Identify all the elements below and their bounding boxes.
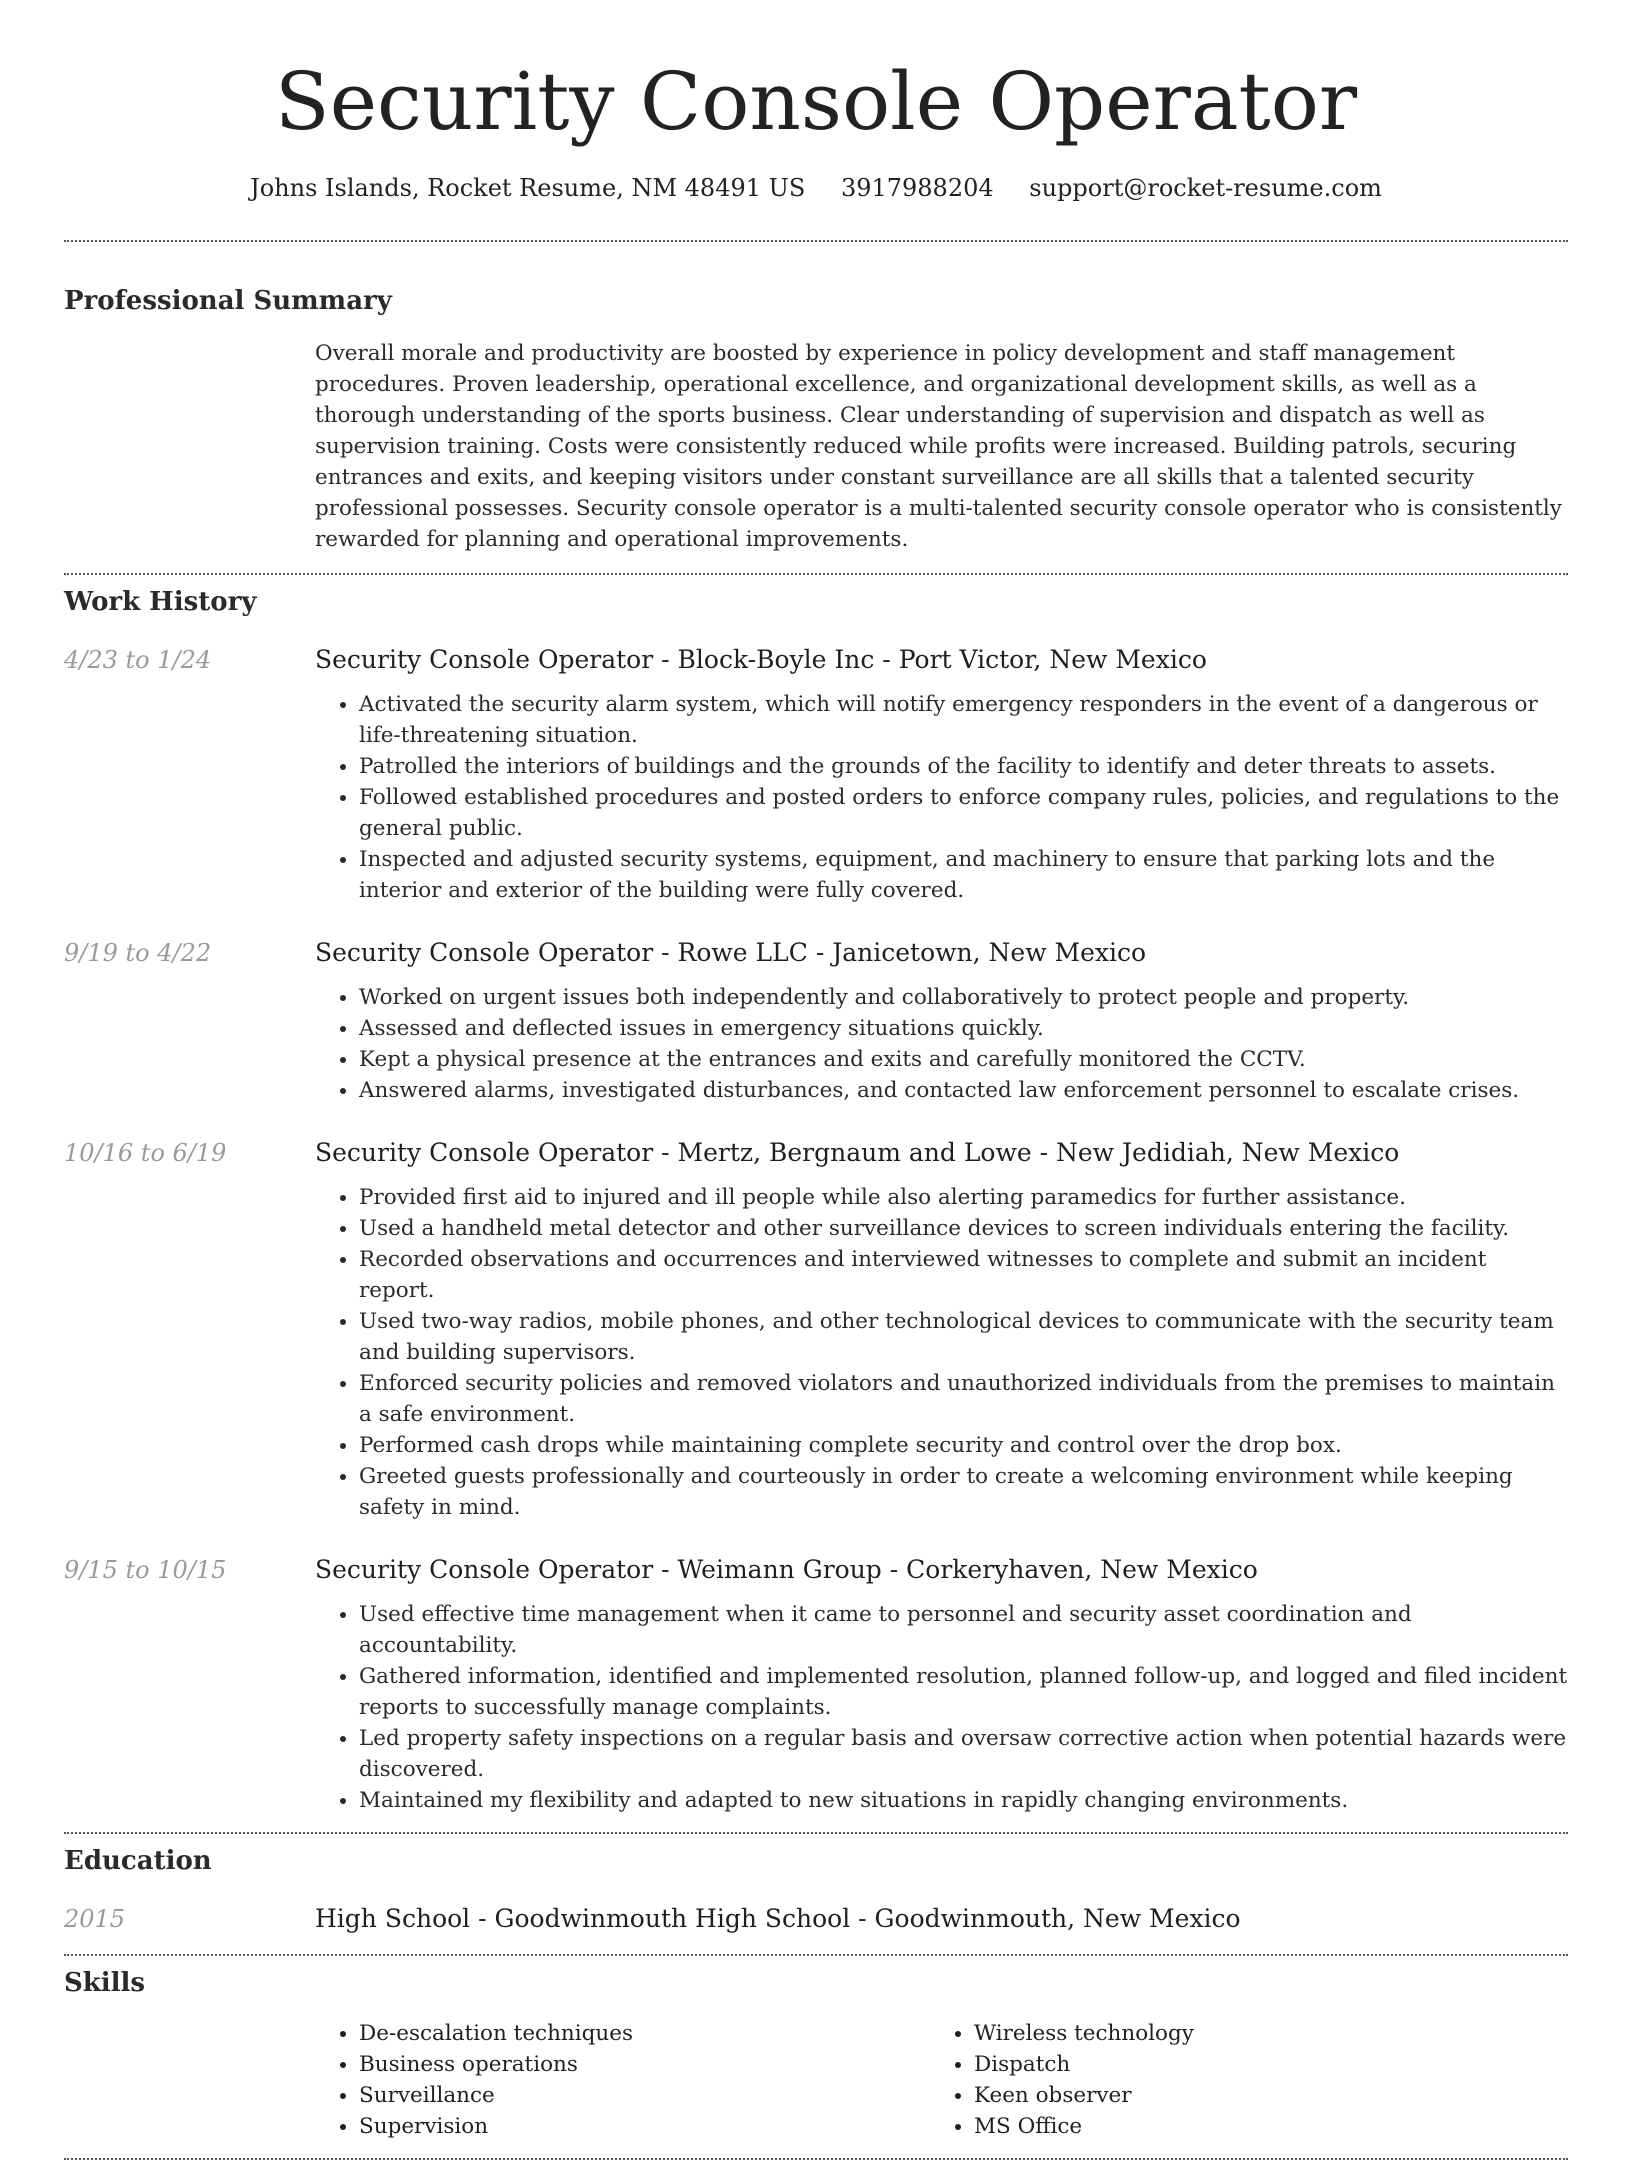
contact-email: support@rocket-resume.com [1029,174,1382,202]
summary-text: Overall morale and productivity are boosted by experience in policy development and staff management procedures. Proven leadership, operational excellence, and organizational development skills, as well as a thorough understanding of the sports business. Clear understanding of supervision and dispatch as well as supervision training. Costs were consistently reduced while profits were increased. Building patrols, securing entrances and exits, and keeping visitors under constant surveillance are all skills that a talented security professional possesses. Security console operator is a multi-talented security console operator who is consistently rewarded for planning and operational improvements. [315,341,1562,552]
job-duty: • Performed cash drops while maintaining complete security and control over the drop box. [359,1430,1568,1461]
job-duty: • Used a handheld metal detector and other surveillance devices to screen individuals entering the facility. [359,1213,1568,1244]
job-duty: • Maintained my flexibility and adapted to new situations in rapidly changing environments. [359,1785,1568,1816]
skills-column-right [930,2018,1545,2142]
job-duty: • Patrolled the interiors of buildings and the grounds of the facility to identify and deter threats to assets. [359,751,1568,782]
job-duties-list [315,982,1568,1106]
job-duty: • Used two-way radios, mobile phones, and other technological devices to communicate with the security team and building supervisors. [359,1306,1568,1368]
job-duties-list [315,689,1568,906]
job-entry [64,936,1568,1106]
job-duty: • Led property safety inspections on a regular basis and oversaw corrective action when potential hazards were discovered. [359,1723,1568,1785]
job-duty: • Used effective time management when it came to personnel and security asset coordination and accountability. [359,1599,1568,1661]
skills-grid [315,2018,1568,2142]
job-entry [64,1553,1568,1816]
job-duty: • Kept a physical presence at the entrances and exits and carefully monitored the CCTV. [359,1044,1568,1075]
skill-item: • Supervision [359,2111,930,2142]
job-duty: • Inspected and adjusted security systems, equipment, and machinery to ensure that parking lots and the interior and exterior of the building were fully covered. [359,844,1568,906]
education-entry [64,1902,1568,1936]
job-duty: • Followed established procedures and posted orders to enforce company rules, policies, and regulations to the general public. [359,782,1568,844]
job-dates: 9/19 to 4/22 [64,939,212,967]
education-heading-line: High School - Goodwinmouth High School - Goodwinmouth, New Mexico [315,1904,1241,1933]
job-duty: • Provided first aid to injured and ill people while also alerting paramedics for further assistance. [359,1182,1568,1213]
job-duty: • Gathered information, identified and implemented resolution, planned follow-up, and logged and filed incident reports to successfully manage complaints. [359,1661,1568,1723]
job-duties-list [315,1599,1568,1816]
skills-column-left [315,2018,930,2142]
job-duty: • Activated the security alarm system, which will notify emergency responders in the event of a dangerous or life-threatening situation. [359,689,1568,751]
job-heading: Security Console Operator - Weimann Group - Corkeryhaven, New Mexico [315,1555,1258,1584]
job-heading: Security Console Operator - Rowe LLC - Janicetown, New Mexico [315,938,1147,967]
header-divider [64,240,1568,242]
job-duty: • Answered alarms, investigated disturbances, and contacted law enforcement personnel to escalate crises. [359,1075,1568,1106]
skill-item: • Keen observer [974,2080,1545,2111]
education-heading: Education [64,1846,212,1876]
work-divider [64,1832,1568,1834]
summary-heading: Professional Summary [64,286,392,316]
job-entry [64,643,1568,906]
job-duty: • Greeted guests professionally and courteously in order to create a welcoming environment while keeping safety in mind. [359,1461,1568,1523]
resume-header [64,0,1568,204]
work-history-heading: Work History [64,587,257,617]
job-dates: 9/15 to 10/15 [64,1556,227,1584]
contact-phone: 3917988204 [840,174,994,202]
skill-item: • Wireless technology [974,2018,1545,2049]
job-heading: Security Console Operator - Block-Boyle Inc - Port Victor, New Mexico [315,645,1207,674]
skill-item: • Business operations [359,2049,930,2080]
skill-item: • De-escalation techniques [359,2018,930,2049]
contact-address: Johns Islands, Rocket Resume, NM 48491 US [250,174,806,202]
candidate-name: Security Console Operator [274,55,1358,148]
skill-item: • MS Office [974,2111,1545,2142]
education-date: 2015 [64,1905,126,1933]
job-dates: 4/23 to 1/24 [64,646,212,674]
job-duty: • Assessed and deflected issues in emergency situations quickly. [359,1013,1568,1044]
job-heading: Security Console Operator - Mertz, Bergnaum and Lowe - New Jedidiah, New Mexico [315,1138,1400,1167]
job-duty: • Recorded observations and occurrences and interviewed witnesses to complete and submit an incident report. [359,1244,1568,1306]
summary-divider [64,573,1568,575]
contact-line [64,172,1568,204]
job-dates: 10/16 to 6/19 [64,1139,227,1167]
education-divider [64,1954,1568,1956]
skill-item: • Surveillance [359,2080,930,2111]
job-duties-list [315,1182,1568,1523]
skills-heading: Skills [64,1968,146,1998]
skill-item: • Dispatch [974,2049,1545,2080]
job-duty: • Enforced security policies and removed violators and unauthorized individuals from the premises to maintain a safe environment. [359,1368,1568,1430]
job-entry [64,1136,1568,1523]
job-duty: • Worked on urgent issues both independently and collaboratively to protect people and property. [359,982,1568,1013]
